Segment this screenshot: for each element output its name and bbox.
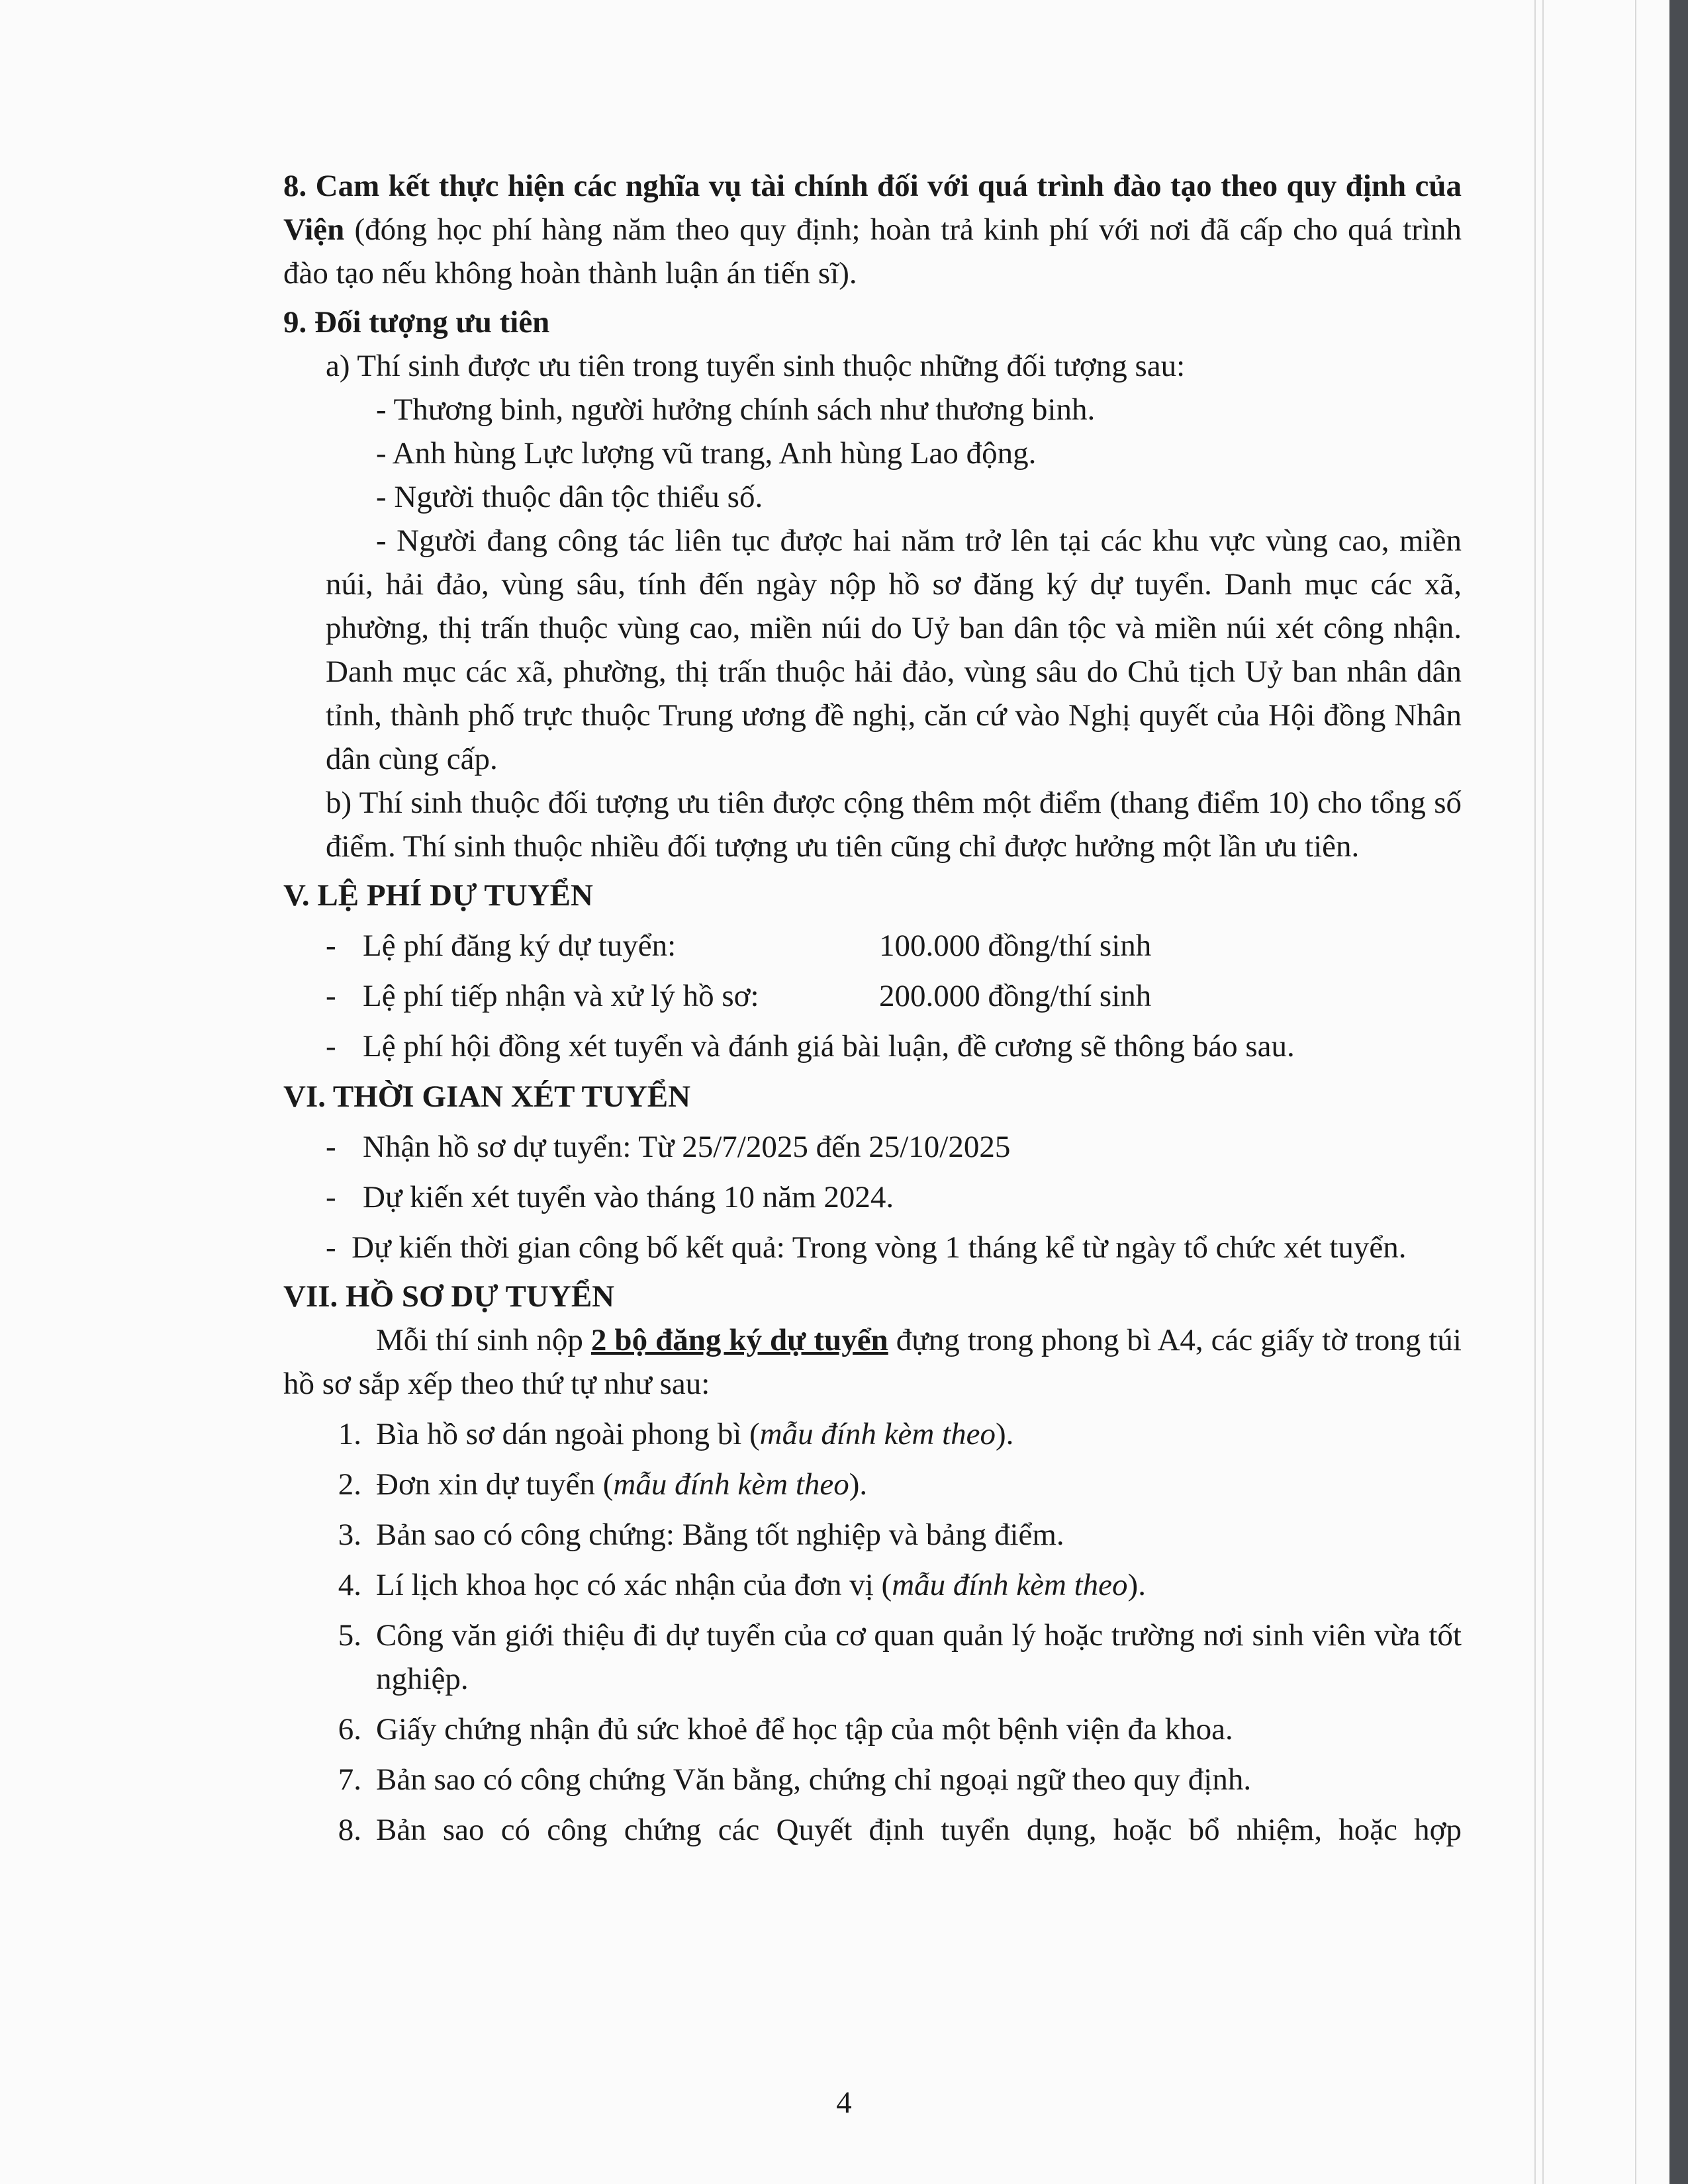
page-number: 4 <box>836 2085 852 2120</box>
dossier-item: 3. Bản sao có công chứng: Bằng tốt nghiệp và bảng điểm. <box>338 1518 1064 1552</box>
dossier-count: 2 bộ đăng ký dự tuyển <box>590 1323 888 1357</box>
scan-edge-line <box>1542 0 1544 2184</box>
fee-note: Lệ phí hội đồng xét tuyển và đánh giá bài luận, đề cương sẽ thông báo sau. <box>363 1029 1295 1064</box>
timeline-item: - Nhận hồ sơ dự tuyển: Từ 25/7/2025 đến 25/10/2025 <box>326 1130 1011 1164</box>
dossier-item: 4. Lí lịch khoa học có xác nhận của đơn vị (mẫu đính kèm theo). <box>338 1568 1146 1602</box>
document-body <box>283 164 1462 1858</box>
dossier-item: 6. Giấy chứng nhận đủ sức khoẻ để học tập của một bệnh viện đa khoa. <box>338 1712 1233 1747</box>
priority-item: - Anh hùng Lực lượng vũ trang, Anh hùng Lao động. <box>376 436 1037 471</box>
section-8-text: (đóng học phí hàng năm theo quy định; hoàn trả kinh phí với nơi đã cấp cho quá trình đào tạo nếu không hoàn thành luận án tiến sĩ). <box>283 212 1462 291</box>
section-9-a-intro: a) Thí sinh được ưu tiên trong tuyển sinh thuộc những đối tượng sau: <box>326 349 1186 383</box>
priority-item: - Người thuộc dân tộc thiểu số. <box>376 480 763 514</box>
scan-edge-bar <box>1669 0 1688 2184</box>
dossier-item: 7. Bản sao có công chứng Văn bằng, chứng chỉ ngoại ngữ theo quy định. <box>338 1762 1252 1797</box>
scan-edge-line <box>1635 0 1636 2184</box>
section-9-title: 9. Đối tượng ưu tiên <box>283 305 550 340</box>
section-v-title: V. LỆ PHÍ DỰ TUYỂN <box>283 878 593 913</box>
fee-row: - Lệ phí hội đồng xét tuyển và đánh giá bài luận, đề cương sẽ thông báo sau. <box>283 1024 1462 1068</box>
timeline-item: - Dự kiến thời gian công bố kết quả: Trong vòng 1 tháng kể từ ngày tổ chức xét tuyển. <box>326 1230 1407 1265</box>
section-8-title: 8. Cam kết thực hiện các nghĩa vụ tài chính đối với quá trình đào tạo theo quy định của Viện <box>283 169 1462 247</box>
section-9-b-text: b) Thí sinh thuộc đối tượng ưu tiên được cộng thêm một điểm (thang điểm 10) cho tổng số điểm. Thí sinh thuộc nhiều đối tượng ưu tiên cũng chỉ được hưởng một lần ưu tiên. <box>326 786 1462 864</box>
timeline-item: - Dự kiến xét tuyển vào tháng 10 năm 2024. <box>326 1180 894 1214</box>
section-8-paragraph <box>283 164 1462 295</box>
fee-row: - Lệ phí đăng ký dự tuyển: 100.000 đồng/thí sinh <box>283 924 1462 968</box>
section-vi-title: VI. THỜI GIAN XÉT TUYỂN <box>283 1079 691 1114</box>
scan-edge-line <box>1534 0 1536 2184</box>
fee-label: Lệ phí tiếp nhận và xử lý hồ sơ: <box>363 979 759 1013</box>
priority-item: - Thương binh, người hưởng chính sách như thương binh. <box>376 392 1096 427</box>
priority-item: - Người đang công tác liên tục được hai năm trở lên tại các khu vực vùng cao, miền núi, hải đảo, vùng sâu, tính đến ngày nộp hồ sơ đăng ký dự tuyển. Danh mục các xã, phường, thị trấn thuộc vùng cao, miền núi do Uỷ ban dân tộc và miền núi xét công nhận. Danh mục các xã, phường, thị trấn thuộc hải đảo, vùng sâu do Chủ tịch Uỷ ban nhân dân tỉnh, thành phố trực thuộc Trung ương đề nghị, căn cứ vào Nghị quyết của Hội đồng Nhân dân cùng cấp. <box>326 523 1462 776</box>
section-vii-title: VII. HỒ SƠ DỰ TUYỂN <box>283 1279 615 1314</box>
fee-value: 100.000 đồng/thí sinh <box>879 929 1152 963</box>
section-vii-intro: Mỗi thí sinh nộp 2 bộ đăng ký dự tuyển đựng trong phong bì A4, các giấy tờ trong túi hồ sơ sắp xếp theo thứ tự như sau: <box>283 1323 1462 1401</box>
fee-row: - Lệ phí tiếp nhận và xử lý hồ sơ: 200.000 đồng/thí sinh <box>283 974 1462 1018</box>
dossier-item: 2. Đơn xin dự tuyển (mẫu đính kèm theo). <box>338 1467 868 1502</box>
dossier-item: 8. Bản sao có công chứng các Quyết định tuyển dụng, hoặc bổ nhiệm, hoặc hợp <box>338 1813 1462 1847</box>
dossier-item: 1. Bìa hồ sơ dán ngoài phong bì (mẫu đính kèm theo). <box>338 1417 1014 1451</box>
fee-label: Lệ phí đăng ký dự tuyển: <box>363 929 677 963</box>
fee-value: 200.000 đồng/thí sinh <box>879 979 1152 1013</box>
dossier-item: 5. Công văn giới thiệu đi dự tuyển của cơ quan quản lý hoặc trường nơi sinh viên vừa tốt nghiệp. <box>338 1618 1462 1696</box>
